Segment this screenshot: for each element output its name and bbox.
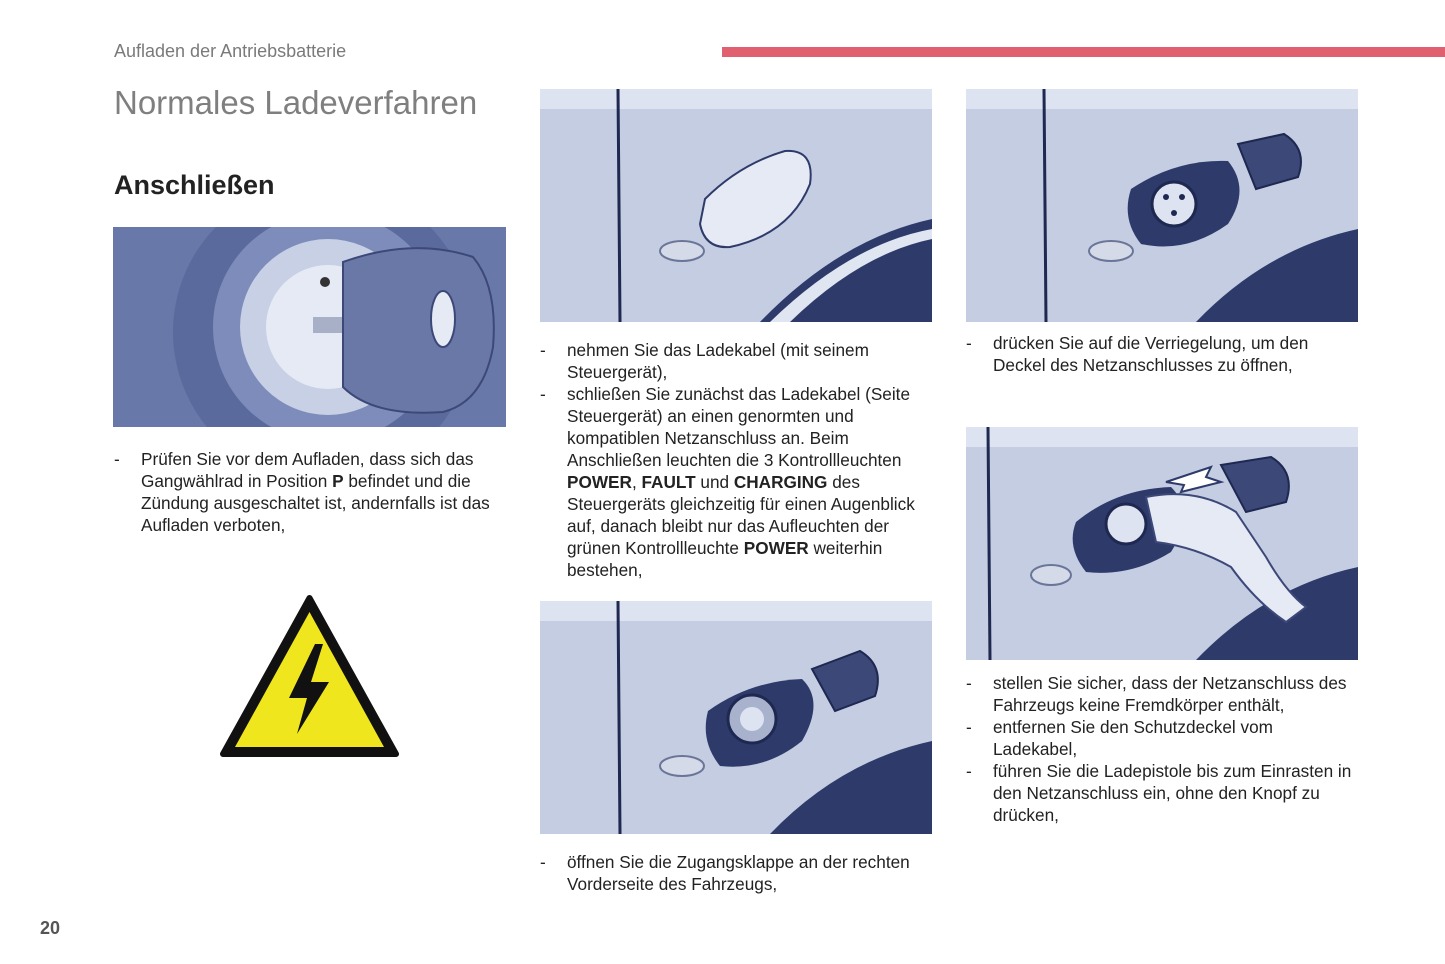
bullet-dash: - (966, 717, 972, 737)
col3-text-top (966, 332, 1361, 376)
col1-text (114, 448, 509, 536)
open-flap-socket-illustration (540, 601, 932, 834)
power-label: POWER (743, 538, 809, 558)
fault-label: FAULT (641, 472, 696, 492)
header-accent-bar (722, 47, 1445, 57)
text-part: und (695, 472, 734, 492)
list-item (540, 383, 935, 581)
bullet-dash: - (540, 340, 546, 360)
text-part: befindet und die Zündung ausgeschaltet ist, andernfalls ist das Aufladen verboten, (141, 471, 490, 535)
bullet-dash: - (540, 852, 546, 872)
closed-charging-flap-illustration (540, 89, 932, 322)
page-number: 20 (40, 918, 61, 938)
bullet-dash: - (540, 384, 546, 404)
text-part: Prüfen Sie vor dem Aufladen, dass sich das Gangwählrad in Position (141, 449, 474, 491)
bullet-dash: - (114, 449, 120, 469)
bullet-dash: - (966, 673, 972, 693)
col2-text-top (540, 339, 935, 581)
text-part: schließen Sie zunächst das Ladekabel (Seite Steuergerät) an einen genormten und kompatiblen Netzanschluss an. Beim Anschließen leuchten die 3 Kontrollleuchten (567, 384, 911, 470)
list-item (114, 448, 509, 536)
list-item (540, 851, 935, 895)
charging-label: CHARGING (733, 472, 828, 492)
plugging-in-illustration (966, 427, 1358, 660)
power-label: POWER (567, 472, 632, 492)
gear-position-label: P (332, 471, 344, 491)
text-part: weiterhin bestehen, (567, 538, 883, 580)
text-part: stellen Sie sicher, dass der Netzanschluss des Fahrzeugs keine Fremdkörper enthält, (993, 673, 1347, 715)
text-part: entfernen Sie den Schutzdeckel vom Ladekabel, (993, 717, 1273, 759)
col3-text-bottom (966, 672, 1361, 826)
text-part: des Steuergeräts gleichzeitig für einen Augenblick auf, danach bleibt nur das Aufleuchten der grünen Kontrollleuchte (567, 472, 915, 558)
list-item (966, 760, 1361, 826)
bullet-dash: - (966, 333, 972, 353)
text-part: führen Sie die Ladepistole bis zum Einrasten in den Netzanschluss ein, ohne den Knopf zu drücken, (993, 761, 1352, 825)
list-item (966, 672, 1361, 716)
text-part: öffnen Sie die Zugangsklappe an der rechten Vorderseite des Fahrzeugs, (567, 852, 910, 894)
header-section-title: Aufladen der Antriebsbatterie (114, 41, 347, 61)
list-item (966, 332, 1361, 376)
high-voltage-warning-icon (219, 594, 400, 760)
list-item (540, 339, 935, 383)
text-part: drücken Sie auf die Verriegelung, um den Deckel des Netzanschlusses zu öffnen, (993, 333, 1309, 375)
ignition-key-illustration (113, 227, 506, 427)
bullet-dash: - (966, 761, 972, 781)
text-part: , (631, 472, 642, 492)
section-title: Anschließen (114, 170, 275, 200)
socket-cover-open-illustration (966, 89, 1358, 322)
page-title: Normales Ladeverfahren (114, 84, 478, 121)
text-part: nehmen Sie das Ladekabel (mit seinem Steuergerät), (567, 340, 869, 382)
col2-text-bottom (540, 851, 935, 895)
list-item (966, 716, 1361, 760)
